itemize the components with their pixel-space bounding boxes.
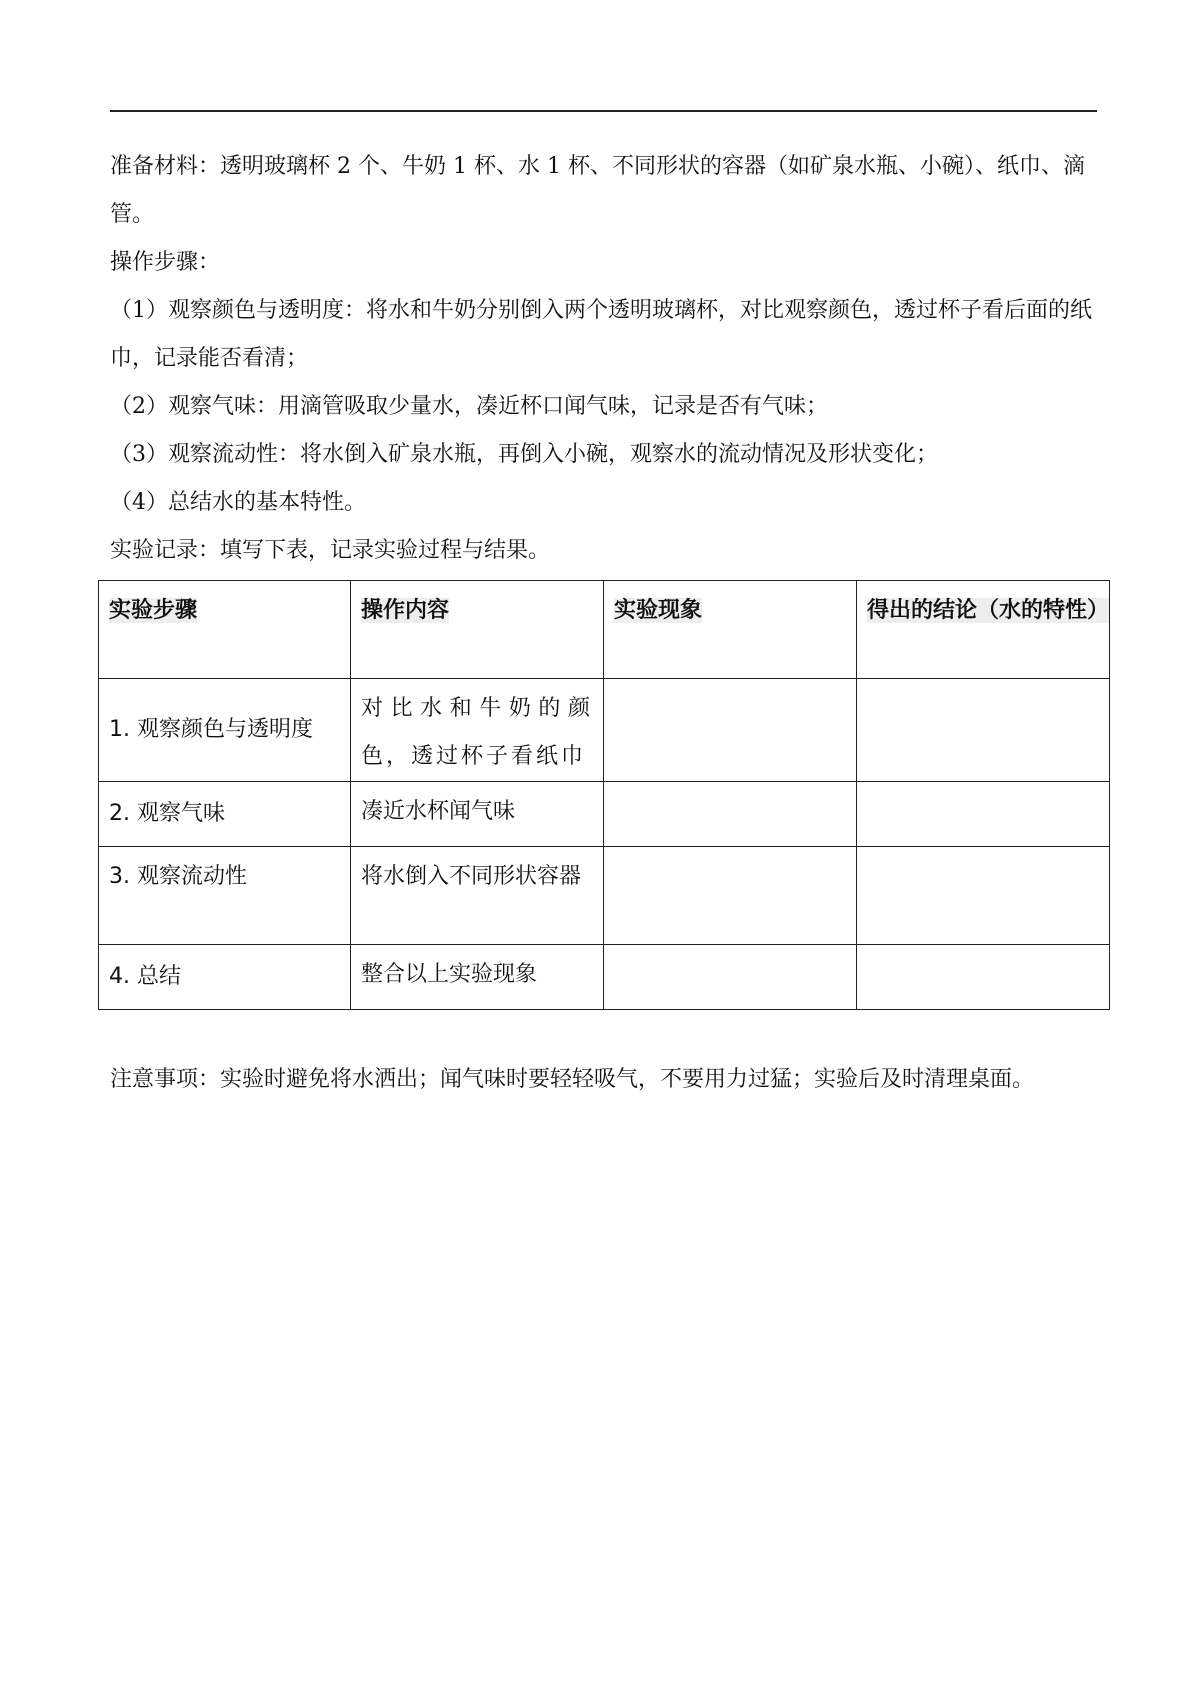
- row-operation-cell: 整合以上实验现象: [351, 945, 604, 1010]
- row-step-cell: 4. 总结: [99, 945, 351, 1010]
- header-rule: [110, 110, 1097, 112]
- row-phenomenon-cell[interactable]: [604, 782, 857, 847]
- experiment-record-table: [98, 580, 1110, 1010]
- step-4-text: （4）总结水的基本特性。: [110, 490, 366, 515]
- header-phenomenon: 实验现象: [614, 598, 703, 623]
- table-header-cell: [604, 581, 857, 679]
- row-conclusion-cell[interactable]: [857, 679, 1110, 782]
- safety-note: 注意事项：实验时避免将水洒出；闻气味时要轻轻吸气，不要用力过猛；实验后及时清理桌面。: [110, 1067, 1035, 1092]
- steps-title: 操作步骤：: [110, 250, 221, 275]
- row-operation-cell: 凑近水杯闻气味: [351, 782, 604, 847]
- row-operation-cell: 将水倒入不同形状容器: [351, 847, 604, 945]
- table-row: [99, 679, 1110, 782]
- document-body: [110, 143, 1100, 575]
- table-row: [99, 847, 1110, 945]
- row-step-cell: 1. 观察颜色与透明度: [99, 679, 351, 782]
- header-conclusion: 得出的结论（水的特性）: [867, 598, 1110, 623]
- row-conclusion-cell[interactable]: [857, 847, 1110, 945]
- row-conclusion-cell[interactable]: [857, 782, 1110, 847]
- table-header-cell: [99, 581, 351, 679]
- table-header-cell: [857, 581, 1110, 679]
- header-step: 实验步骤: [109, 598, 198, 623]
- experiment-record-table-wrapper: [98, 580, 1110, 1010]
- row-step-cell: 3. 观察流动性: [99, 847, 351, 945]
- table-header-cell: [351, 581, 604, 679]
- header-operation: 操作内容: [361, 598, 450, 623]
- row-operation-cell: 对比水和牛奶的颜色，透过杯子看纸巾: [351, 679, 604, 782]
- table-row: [99, 782, 1110, 847]
- table-header-row: [99, 581, 1110, 679]
- step-3-text: （3）观察流动性：将水倒入矿泉水瓶，再倒入小碗，观察水的流动情况及形状变化；: [110, 442, 938, 467]
- row-conclusion-cell[interactable]: [857, 945, 1110, 1010]
- row-phenomenon-cell[interactable]: [604, 945, 857, 1010]
- row-step-cell: 2. 观察气味: [99, 782, 351, 847]
- materials-paragraph: 准备材料：透明玻璃杯 2 个、牛奶 1 杯、水 1 杯、不同形状的容器（如矿泉水瓶、小碗）、纸巾、滴管。: [110, 154, 1085, 227]
- row-phenomenon-cell[interactable]: [604, 847, 857, 945]
- record-intro: 实验记录：填写下表，记录实验过程与结果。: [110, 538, 551, 563]
- step-2-text: （2）观察气味：用滴管吸取少量水，凑近杯口闻气味，记录是否有气味；: [110, 394, 828, 419]
- step-1-text: （1）观察颜色与透明度：将水和牛奶分别倒入两个透明玻璃杯，对比观察颜色，透过杯子看后面的纸巾，记录能否看清；: [110, 298, 1093, 371]
- row-phenomenon-cell[interactable]: [604, 679, 857, 782]
- table-row: [99, 945, 1110, 1010]
